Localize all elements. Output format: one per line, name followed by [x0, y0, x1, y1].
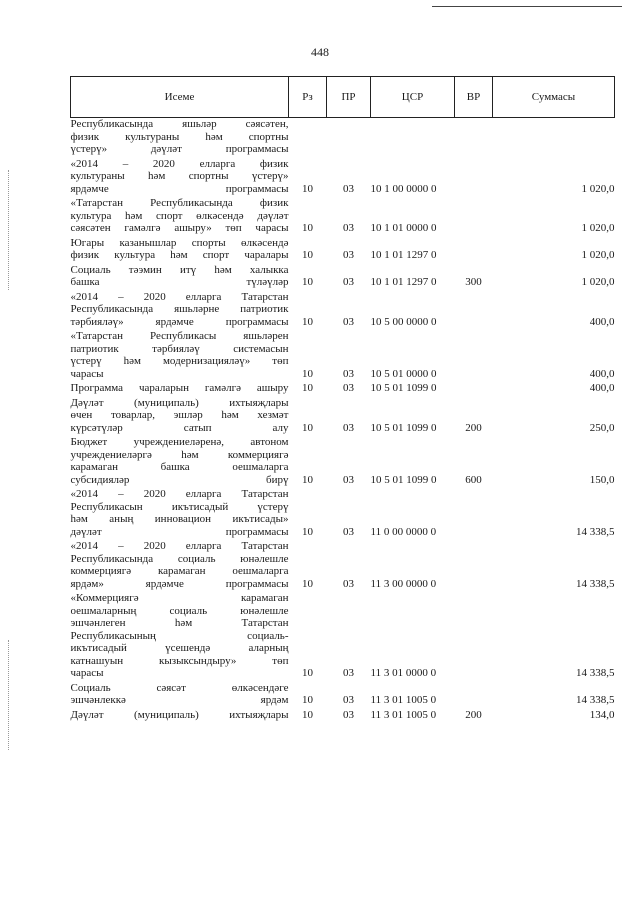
header-vr: ВР	[455, 77, 493, 118]
table-row	[71, 682, 615, 709]
row-name-line: Программа чараларын гамәлгә ашыру	[70, 382, 289, 394]
row-sum: 150,0	[589, 473, 615, 486]
row-rz: 10	[302, 222, 313, 234]
row-pr: 03	[343, 525, 354, 538]
row-name-line: ярдәм» ярдәмче программасы	[70, 577, 289, 590]
row-sum: 14 338,5	[576, 694, 615, 706]
row-name-line: Республикасының социаль-	[70, 629, 289, 642]
row-name-line: учреждениеләргә һәм коммерциягә	[70, 448, 289, 461]
row-sum: 1 020,0	[581, 276, 615, 288]
row-name	[71, 197, 289, 237]
row-vr: 600	[465, 473, 482, 486]
header-pr: ПР	[327, 77, 371, 118]
row-name	[71, 237, 289, 264]
row-rz: 10	[302, 667, 313, 679]
row-name-line: тәрбияләү» ярдәмче программасы	[70, 315, 289, 328]
row-name-line: «2014 – 2020 елларга Татарстан	[70, 540, 289, 552]
row-rz: 10	[302, 473, 313, 486]
row-rz: 10	[302, 315, 313, 328]
page-number: 448	[311, 45, 329, 59]
row-name-line: «Татарстан Республикасы яшьләрен	[70, 330, 289, 342]
row-vr	[455, 158, 493, 198]
table-row	[71, 118, 615, 158]
row-name-line: башка түләүләр	[70, 276, 289, 288]
row-rz: 10	[302, 276, 313, 288]
row-csr: 10 5 01 1099 0	[370, 382, 437, 394]
row-name-line: чарасы	[70, 367, 104, 380]
row-name-line: күрсәтүләр сатып алу	[70, 421, 289, 434]
row-sum: 14 338,5	[576, 667, 615, 679]
row-name-line: сәясәтен гамәлгә ашыру» төп чарасы	[70, 222, 289, 234]
row-pr: 03	[343, 249, 354, 261]
row-name-line: патриотик тәрбияләү системасын	[70, 342, 289, 355]
row-name-line: эшчәнлеккә ярдәм	[70, 694, 289, 706]
row-rz: 10	[302, 421, 313, 434]
row-pr: 03	[343, 667, 354, 679]
table-row	[71, 158, 615, 198]
header-name: Исеме	[71, 77, 289, 118]
header-sum: Суммасы	[493, 77, 615, 118]
row-name-line: катнашуын кызыксындыру» төп	[70, 654, 289, 667]
row-vr	[455, 118, 493, 158]
row-name-line: физик культураны һәм спортны	[70, 130, 289, 143]
row-name-line: үстерү» дәүләт программасы	[70, 143, 289, 155]
row-pr: 03	[343, 182, 354, 195]
row-name	[71, 436, 289, 488]
row-csr: 11 3 01 1005 0	[370, 694, 437, 706]
row-pr: 03	[343, 276, 354, 288]
row-pr: 03	[343, 577, 354, 590]
row-rz	[289, 118, 327, 158]
row-csr: 10 5 01 1099 0	[370, 421, 437, 434]
row-sum: 1 020,0	[581, 182, 615, 195]
row-vr: 200	[465, 421, 482, 434]
row-pr: 03	[343, 473, 354, 486]
header-rz: Рз	[289, 77, 327, 118]
row-name	[71, 264, 289, 291]
row-pr: 03	[343, 222, 354, 234]
row-vr	[455, 330, 493, 382]
table-row	[71, 709, 615, 724]
row-name	[71, 592, 289, 682]
table-row	[71, 291, 615, 331]
row-name	[71, 118, 289, 158]
row-vr	[455, 488, 493, 540]
row-name-line: чарасы	[70, 667, 104, 679]
row-sum: 400,0	[589, 315, 615, 328]
row-pr: 03	[343, 421, 354, 434]
row-csr: 11 3 01 1005 0	[370, 708, 437, 721]
row-vr	[455, 237, 493, 264]
margin-marks	[8, 640, 10, 750]
row-name-line: Социаль тәэмин итү һәм халыкка	[70, 263, 289, 276]
row-csr: 10 1 01 1297 0	[370, 276, 437, 288]
row-vr: 300	[465, 276, 482, 288]
table-row	[71, 397, 615, 437]
row-sum	[493, 118, 615, 158]
top-edge-line	[432, 6, 622, 7]
row-name	[71, 488, 289, 540]
row-vr	[455, 291, 493, 331]
row-name-line: культура һәм спорт өлкәсендә дәүләт	[70, 209, 289, 222]
row-name-line: субсидияләр бирү	[70, 473, 289, 486]
row-pr: 03	[343, 694, 354, 706]
row-name	[71, 397, 289, 437]
row-name	[71, 540, 289, 592]
row-name-line: коммерциягә карамаган оешмаларга	[70, 565, 289, 577]
row-rz: 10	[302, 382, 313, 394]
row-name-line: Республикасын икътисадый үстерү	[70, 500, 289, 513]
row-csr: 11 3 00 0000 0	[370, 577, 437, 590]
row-csr: 10 5 01 0000 0	[370, 367, 437, 380]
row-name-line: «2014 – 2020 елларга физик	[70, 157, 289, 170]
row-rz: 10	[302, 182, 313, 195]
row-sum: 14 338,5	[576, 577, 615, 590]
row-name-line: Дәүләт (муниципаль) ихтыяҗлары	[70, 708, 289, 721]
row-name-line: физик культура һәм спорт чаралары	[70, 249, 289, 261]
row-csr: 10 1 00 0000 0	[370, 182, 437, 195]
row-vr: 200	[465, 708, 482, 721]
row-rz: 10	[302, 708, 313, 721]
table-row	[71, 264, 615, 291]
row-name-line: оешмаларның социаль юнәлешле	[70, 604, 289, 617]
row-rz: 10	[302, 577, 313, 590]
row-name-line: ярдәмче программасы	[70, 182, 289, 195]
row-pr: 03	[343, 708, 354, 721]
row-name-line: Югары казанышлар спорты өлкәсендә	[70, 236, 289, 249]
row-sum: 134,0	[589, 708, 615, 721]
row-rz: 10	[302, 249, 313, 261]
row-name-line: Республикасында яшьләрне патриотик	[70, 303, 289, 315]
row-vr	[455, 540, 493, 592]
table-row	[71, 382, 615, 397]
row-name-line: дәүләт программасы	[70, 525, 289, 538]
row-name-line: Республикасында яшьләр сәясәтен,	[70, 118, 289, 130]
row-name-line: өчен товарлар, эшләр һәм хезмәт	[70, 409, 289, 421]
row-name	[71, 709, 289, 724]
row-name-line: Дәүләт (муниципаль) ихтыяҗлары	[70, 396, 289, 409]
row-rz: 10	[302, 694, 313, 706]
row-rz: 10	[302, 367, 313, 380]
table-row	[71, 197, 615, 237]
row-name-line: «Коммерциягә карамаган	[70, 592, 289, 604]
row-name-line: Социаль сәясәт өлкәсендәге	[70, 681, 289, 694]
table-row	[71, 540, 615, 592]
row-vr	[455, 592, 493, 682]
row-vr	[455, 382, 493, 397]
table-row	[71, 237, 615, 264]
row-csr: 11 3 01 0000 0	[370, 667, 437, 679]
margin-marks	[8, 170, 10, 290]
row-sum: 400,0	[589, 367, 615, 380]
row-name	[71, 291, 289, 331]
row-csr: 11 0 00 0000 0	[370, 525, 437, 538]
table-row	[71, 330, 615, 382]
row-sum: 400,0	[589, 382, 615, 394]
row-csr: 10 5 00 0000 0	[370, 315, 437, 328]
table-row	[71, 592, 615, 682]
header-csr: ЦСР	[371, 77, 455, 118]
row-name-line: үстерү һәм модернизацияләү» төп	[70, 355, 289, 367]
row-sum: 250,0	[589, 421, 615, 434]
row-name-line: «Татарстан Республикасында физик	[70, 197, 289, 209]
row-name-line: Республикасында социаль юнәлешле	[70, 552, 289, 565]
row-pr	[327, 118, 371, 158]
row-name	[71, 158, 289, 198]
row-csr: 10 1 01 0000 0	[370, 222, 437, 234]
row-rz: 10	[302, 525, 313, 538]
row-csr: 10 5 01 1099 0	[370, 473, 437, 486]
row-pr: 03	[343, 382, 354, 394]
row-name-line: Бюджет учреждениеләренә, автоном	[70, 436, 289, 448]
row-sum: 1 020,0	[581, 249, 615, 261]
table-row	[71, 436, 615, 488]
row-name-line: «2014 – 2020 елларга Татарстан	[70, 488, 289, 500]
row-sum: 1 020,0	[581, 222, 615, 234]
row-pr: 03	[343, 367, 354, 380]
row-name-line: карамаган башка оешмаларга	[70, 461, 289, 473]
row-name-line: эшчәнлеген һәм Татарстан	[70, 617, 289, 629]
budget-table	[70, 76, 615, 723]
table-row	[71, 488, 615, 540]
row-name-line: икътисадый үсешендә аларның	[70, 642, 289, 654]
row-name	[71, 330, 289, 382]
table-header-row	[71, 77, 615, 118]
row-sum: 14 338,5	[576, 525, 615, 538]
row-csr: 10 1 01 1297 0	[370, 249, 437, 261]
row-pr: 03	[343, 315, 354, 328]
row-name-line: һәм аның инновацион икътисады»	[70, 513, 289, 525]
row-name-line: «2014 – 2020 елларга Татарстан	[70, 290, 289, 303]
row-vr	[455, 682, 493, 709]
row-vr	[455, 197, 493, 237]
row-csr	[371, 118, 455, 158]
row-name	[71, 682, 289, 709]
row-name-line: культураны һәм спортны үстерү»	[70, 170, 289, 182]
row-name	[71, 382, 289, 397]
